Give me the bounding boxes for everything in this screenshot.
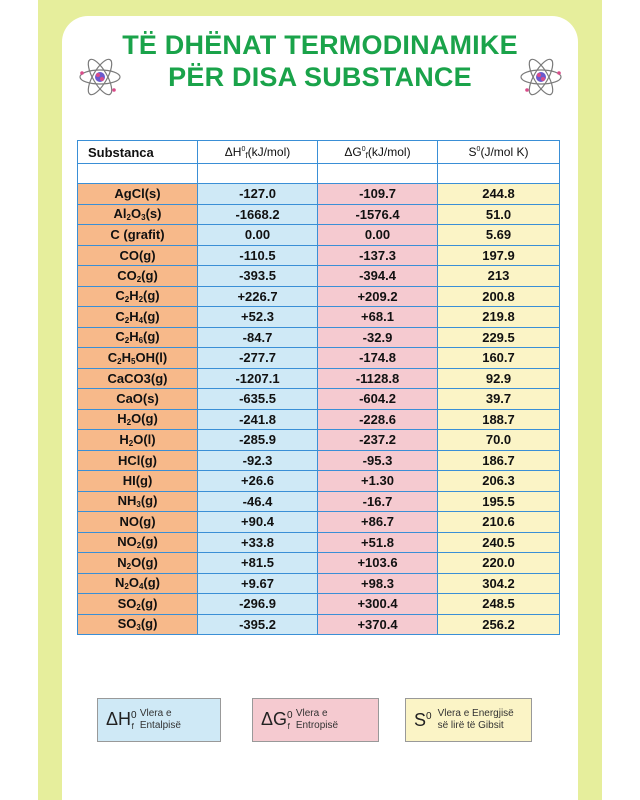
- substance-cell: [78, 286, 198, 307]
- entropy-cell: 195.5: [438, 491, 560, 512]
- enthalpy-cell: -46.4: [198, 491, 318, 512]
- entropy-cell: 200.8: [438, 286, 560, 307]
- entropy-cell: 240.5: [438, 532, 560, 553]
- header-entropy-sup: 0: [476, 146, 481, 153]
- table-row: [78, 409, 560, 430]
- header-gibbs-symbol: ΔG: [344, 144, 362, 159]
- formula-text: (g): [140, 616, 158, 632]
- legend-entropy-text: [438, 708, 514, 732]
- legend-enthalpy-sub: f: [131, 722, 134, 731]
- enthalpy-cell: -277.7: [198, 348, 318, 369]
- table-row: [78, 491, 560, 512]
- header-enthalpy-sup: 0: [241, 145, 246, 153]
- enthalpy-cell: -635.5: [198, 389, 318, 410]
- gibbs-cell: -95.3: [318, 450, 438, 471]
- substance-cell: [78, 389, 198, 410]
- formula-text: (g): [141, 267, 158, 283]
- formula-subscript: 3: [136, 623, 141, 633]
- formula-subscript: 2: [136, 274, 142, 284]
- header-gibbs-unit: (kJ/mol): [367, 144, 411, 159]
- formula-text: O(g): [131, 554, 158, 570]
- entropy-cell: 210.6: [438, 512, 560, 533]
- spacer-cell: [78, 164, 198, 184]
- gibbs-cell: +209.2: [318, 286, 438, 307]
- legend-gibbs-line2: Entropisë: [295, 720, 339, 731]
- header-entropy: [438, 141, 560, 164]
- formula-subscript: 2: [124, 295, 130, 305]
- entropy-cell: 256.2: [438, 614, 560, 635]
- legend-gibbs-symbol: [261, 709, 293, 731]
- formula-text: NH: [117, 493, 137, 509]
- gibbs-cell: 0.00: [318, 225, 438, 246]
- formula-text: (g): [143, 575, 161, 591]
- gibbs-cell: +103.6: [318, 553, 438, 574]
- formula-text: (g): [140, 595, 158, 611]
- formula-subscript: 4: [138, 315, 144, 325]
- enthalpy-cell: +52.3: [198, 307, 318, 328]
- page-title-line2: PËR DISA SUBSTANCE: [168, 62, 472, 92]
- formula-subscript: 2: [124, 582, 129, 592]
- legend-enthalpy-symbol-text: ΔH: [106, 709, 132, 729]
- formula-text: CaO(s): [116, 391, 159, 407]
- header-entropy-unit: (J/mol K): [480, 145, 529, 159]
- formula-subscript: 3: [136, 500, 141, 510]
- formula-subscript: 2: [117, 356, 122, 366]
- substance-cell: [78, 430, 198, 451]
- gibbs-cell: -604.2: [318, 389, 438, 410]
- table-row: [78, 368, 560, 389]
- substance-cell: [78, 512, 198, 533]
- formula-text: HI(g): [122, 473, 153, 489]
- enthalpy-cell: -127.0: [198, 184, 318, 205]
- table-row: [78, 204, 560, 225]
- entropy-cell: 220.0: [438, 553, 560, 574]
- table-row: [78, 245, 560, 266]
- formula-text: H: [119, 431, 129, 447]
- legend-gibbs-line1: Vlera e: [295, 708, 328, 719]
- formula-text: H: [129, 329, 139, 345]
- entropy-cell: 229.5: [438, 327, 560, 348]
- atom-icon: [519, 55, 563, 99]
- substance-cell: [78, 327, 198, 348]
- gibbs-cell: -237.2: [318, 430, 438, 451]
- table-row: [78, 573, 560, 594]
- gibbs-cell: -1128.8: [318, 368, 438, 389]
- substance-cell: [78, 491, 198, 512]
- entropy-cell: 248.5: [438, 594, 560, 615]
- entropy-cell: 213: [438, 266, 560, 287]
- table-row: [78, 553, 560, 574]
- gibbs-cell: -137.3: [318, 245, 438, 266]
- formula-text: H: [121, 349, 131, 365]
- table-row: [78, 532, 560, 553]
- formula-subscript: 2: [136, 541, 142, 551]
- entropy-cell: 92.9: [438, 368, 560, 389]
- substance-cell: [78, 348, 198, 369]
- formula-subscript: 2: [126, 418, 132, 428]
- formula-text: NO: [117, 534, 137, 550]
- formula-text: C: [107, 349, 118, 365]
- legend-entropy-line1: Vlera e Energjisë: [437, 708, 514, 719]
- formula-text: C: [115, 288, 125, 304]
- legend-entropy-symbol: [414, 710, 432, 731]
- table-row: [78, 471, 560, 492]
- table-row: [78, 327, 560, 348]
- spacer-cell: [318, 164, 438, 184]
- table-row: [78, 430, 560, 451]
- formula-text: (g): [143, 308, 160, 324]
- gibbs-cell: +51.8: [318, 532, 438, 553]
- substance-cell: [78, 471, 198, 492]
- substance-cell: [78, 204, 198, 225]
- formula-text: O(g): [131, 411, 158, 427]
- formula-subscript: 2: [124, 315, 130, 325]
- formula-subscript: 5: [131, 356, 136, 366]
- header-enthalpy-unit: (kJ/mol): [247, 144, 291, 159]
- enthalpy-cell: -110.5: [198, 245, 318, 266]
- formula-subscript: 3: [141, 213, 146, 223]
- legend-enthalpy-line2: Entalpisë: [139, 720, 181, 731]
- entropy-cell: 304.2: [438, 573, 560, 594]
- header-substance: Substanca: [78, 141, 198, 164]
- formula-subscript: 2: [128, 438, 134, 448]
- substance-cell: [78, 553, 198, 574]
- header-gibbs-sub: f: [365, 150, 368, 160]
- legend-enthalpy-text: [140, 708, 181, 732]
- legend-entropy-line2: së lirë të Gibsit: [437, 720, 504, 731]
- formula-subscript: 2: [126, 213, 131, 223]
- table-body: [78, 184, 560, 635]
- enthalpy-cell: 0.00: [198, 225, 318, 246]
- formula-text: CO: [117, 267, 137, 283]
- formula-text: CaCO3(g): [107, 370, 168, 386]
- enthalpy-cell: -285.9: [198, 430, 318, 451]
- header-gibbs-sup: 0: [361, 145, 366, 153]
- formula-subscript: 2: [136, 602, 141, 612]
- gibbs-cell: +98.3: [318, 573, 438, 594]
- substance-cell: [78, 225, 198, 246]
- table-row: [78, 512, 560, 533]
- table-row: [78, 307, 560, 328]
- page-title-line1: TË DHËNAT TERMODINAMIKE: [122, 30, 518, 60]
- table-row: [78, 225, 560, 246]
- gibbs-cell: -228.6: [318, 409, 438, 430]
- gibbs-cell: -109.7: [318, 184, 438, 205]
- formula-text: O: [128, 575, 139, 591]
- substance-cell: [78, 307, 198, 328]
- formula-text: O(l): [133, 431, 156, 447]
- entropy-cell: 206.3: [438, 471, 560, 492]
- table-row: [78, 266, 560, 287]
- enthalpy-cell: -393.5: [198, 266, 318, 287]
- gibbs-cell: -32.9: [318, 327, 438, 348]
- header-enthalpy: [198, 141, 318, 164]
- spacer-cell: [198, 164, 318, 184]
- entropy-cell: 197.9: [438, 245, 560, 266]
- header-entropy-symbol: S: [468, 145, 477, 159]
- entropy-cell: 244.8: [438, 184, 560, 205]
- enthalpy-cell: -1668.2: [198, 204, 318, 225]
- enthalpy-cell: +26.6: [198, 471, 318, 492]
- legend-entropy: [405, 698, 532, 742]
- substance-cell: [78, 594, 198, 615]
- legend-enthalpy-symbol: [106, 709, 137, 731]
- table-header-row: [78, 141, 560, 164]
- legend-gibbs-symbol-text: ΔG: [261, 709, 288, 729]
- table-row: [78, 286, 560, 307]
- legend-gibbs-sub: f: [287, 722, 290, 731]
- header-gibbs: [318, 141, 438, 164]
- substance-cell: [78, 184, 198, 205]
- header-enthalpy-symbol: ΔH: [224, 144, 242, 159]
- table-row: [78, 594, 560, 615]
- formula-text: (g): [143, 329, 160, 345]
- formula-text: SO: [117, 616, 137, 632]
- entropy-cell: 186.7: [438, 450, 560, 471]
- entropy-cell: 219.8: [438, 307, 560, 328]
- formula-text: AgCl(s): [114, 186, 161, 202]
- gibbs-cell: +86.7: [318, 512, 438, 533]
- formula-text: HCl(g): [118, 452, 157, 468]
- substance-cell: [78, 532, 198, 553]
- formula-text: (g): [140, 493, 158, 509]
- spacer-cell: [438, 164, 560, 184]
- formula-text: Al: [113, 206, 127, 222]
- thermodynamic-table: [77, 140, 560, 635]
- legend-enthalpy: [97, 698, 221, 742]
- substance-cell: [78, 450, 198, 471]
- formula-text: C: [115, 329, 125, 345]
- formula-text: O: [130, 206, 142, 222]
- formula-subscript: 2: [126, 561, 132, 571]
- formula-text: C: [115, 308, 125, 324]
- legend-entropy-symbol-text: S: [414, 709, 427, 730]
- formula-text: H: [117, 411, 127, 427]
- formula-text: N: [117, 554, 127, 570]
- enthalpy-cell: +90.4: [198, 512, 318, 533]
- table-row: [78, 389, 560, 410]
- legend-enthalpy-line1: Vlera e: [139, 708, 172, 719]
- legend-gibbs-sup: 0: [287, 710, 293, 721]
- substance-cell: [78, 614, 198, 635]
- gibbs-cell: +370.4: [318, 614, 438, 635]
- formula-subscript: 4: [138, 582, 144, 592]
- formula-subscript: 2: [138, 295, 144, 305]
- formula-text: C (grafit): [110, 227, 165, 243]
- entropy-cell: 160.7: [438, 348, 560, 369]
- legend-gibbs-text: [296, 708, 338, 732]
- enthalpy-cell: -241.8: [198, 409, 318, 430]
- table-row: [78, 614, 560, 635]
- formula-text: H: [129, 308, 139, 324]
- enthalpy-cell: +81.5: [198, 553, 318, 574]
- enthalpy-cell: -1207.1: [198, 368, 318, 389]
- formula-text: CO(g): [119, 247, 156, 263]
- header-enthalpy-sub: f: [245, 150, 248, 160]
- gibbs-cell: -1576.4: [318, 204, 438, 225]
- enthalpy-cell: +9.67: [198, 573, 318, 594]
- formula-subscript: 6: [138, 336, 144, 346]
- substance-cell: [78, 573, 198, 594]
- substance-cell: [78, 409, 198, 430]
- formula-text: NO(g): [119, 514, 156, 530]
- formula-text: (g): [143, 288, 160, 304]
- gibbs-cell: +1.30: [318, 471, 438, 492]
- table-spacer-row: [78, 164, 560, 184]
- gibbs-cell: +300.4: [318, 594, 438, 615]
- table-row: [78, 348, 560, 369]
- gibbs-cell: -174.8: [318, 348, 438, 369]
- substance-cell: [78, 245, 198, 266]
- legend-entropy-sup: 0: [426, 710, 432, 722]
- formula-text: (s): [145, 206, 162, 222]
- entropy-cell: 188.7: [438, 409, 560, 430]
- formula-text: (g): [141, 534, 158, 550]
- formula-text: SO: [117, 595, 137, 611]
- enthalpy-cell: -395.2: [198, 614, 318, 635]
- enthalpy-cell: -92.3: [198, 450, 318, 471]
- formula-text: OH(l): [135, 349, 168, 365]
- atom-icon: [78, 55, 122, 99]
- enthalpy-cell: -84.7: [198, 327, 318, 348]
- gibbs-cell: -16.7: [318, 491, 438, 512]
- legend-enthalpy-sup: 0: [131, 710, 137, 721]
- gibbs-cell: +68.1: [318, 307, 438, 328]
- formula-text: H: [129, 288, 139, 304]
- table-row: [78, 450, 560, 471]
- legend-gibbs: [252, 698, 379, 742]
- entropy-cell: 70.0: [438, 430, 560, 451]
- formula-subscript: 2: [124, 336, 130, 346]
- entropy-cell: 5.69: [438, 225, 560, 246]
- substance-cell: [78, 266, 198, 287]
- entropy-cell: 51.0: [438, 204, 560, 225]
- enthalpy-cell: -296.9: [198, 594, 318, 615]
- substance-cell: [78, 368, 198, 389]
- table-row: [78, 184, 560, 205]
- gibbs-cell: -394.4: [318, 266, 438, 287]
- formula-text: N: [114, 575, 125, 591]
- enthalpy-cell: +226.7: [198, 286, 318, 307]
- enthalpy-cell: +33.8: [198, 532, 318, 553]
- entropy-cell: 39.7: [438, 389, 560, 410]
